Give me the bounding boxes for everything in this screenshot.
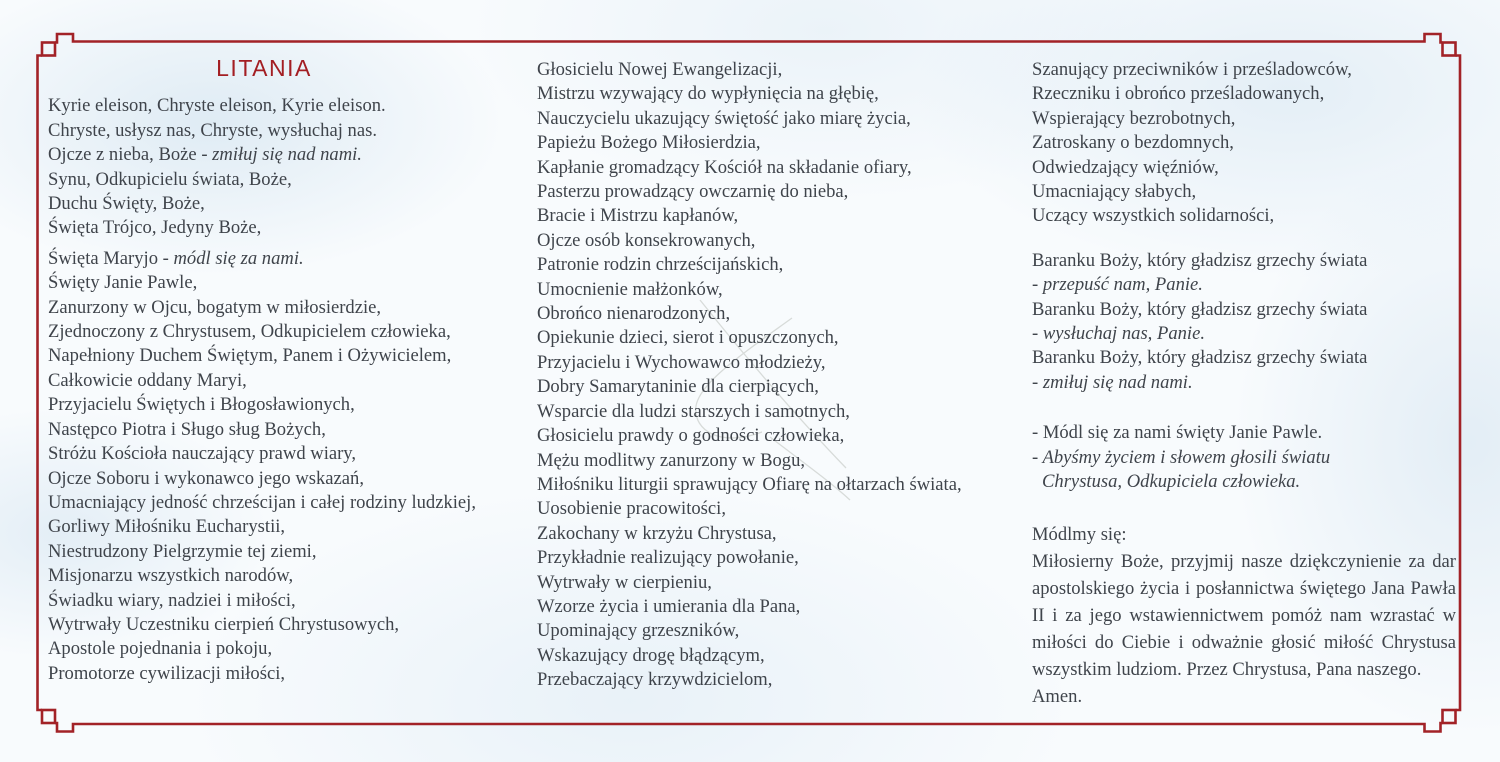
line-text: Zjednoczony z Chrystusem, Odkupicielem człowieka, xyxy=(48,321,451,343)
litany-line xyxy=(48,589,480,613)
line-text: Rzeczniku i obrońco prześladowanych, xyxy=(1032,83,1325,105)
litany-line xyxy=(1032,204,1456,228)
line-text: Wytrwały Uczestniku cierpień Chrystusowych, xyxy=(48,613,400,635)
line-text: Przykładnie realizujący powołanie, xyxy=(537,547,799,569)
closing-prayer xyxy=(1032,521,1456,710)
line-text: Baranku Boży, który gładzisz grzechy świata xyxy=(1032,298,1368,320)
line-text: Promotorze cywilizacji miłości, xyxy=(48,662,286,684)
line-text: Kapłanie gromadzący Kościół na składanie ofiary, xyxy=(537,156,912,178)
litany-line xyxy=(48,369,480,393)
litany-line xyxy=(48,94,480,118)
litany-line xyxy=(537,58,989,82)
litany-line xyxy=(1032,131,1456,155)
line-text-italic: módl się za nami. xyxy=(173,247,304,269)
line-text-italic: - wysłuchaj nas, Panie. xyxy=(1032,323,1205,345)
line-text: Duchu Święty, Boże, xyxy=(48,193,205,215)
line-text: Odwiedzający więźniów, xyxy=(1032,156,1219,178)
litany-line xyxy=(48,320,480,344)
litany-line xyxy=(48,393,480,417)
litany-line xyxy=(48,613,480,637)
line-text-italic: - przepuść nam, Panie. xyxy=(1032,274,1203,296)
line-text: Uczący wszystkich solidarności, xyxy=(1032,205,1275,227)
prayer-heading: Módlmy się: xyxy=(1032,523,1127,545)
litany-line xyxy=(537,180,989,204)
prayer-body: Miłosierny Boże, przyjmij nasze dziękczynienie za dar apostolskiego życia i posłannictwa świętego Jana Pawła II i za jego wstawiennictwem pomóż nam wzrastać w miłości do Ciebie i odważnie głosić miłość Chrystusa wszystkim ludziom. Przez Chrystusa, Pana naszego. xyxy=(1032,550,1456,680)
line-text: Opiekunie dzieci, sierot i opuszczonych, xyxy=(537,327,839,349)
litany-column-1 xyxy=(48,56,480,686)
line-text: Ojcze z nieba, Boże - xyxy=(48,144,213,166)
line-text: Wzorze życia i umierania dla Pana, xyxy=(537,595,801,617)
litany-line xyxy=(48,564,480,588)
litany-line xyxy=(48,442,480,466)
line-text-italic: - Abyśmy życiem i słowem głosili światu xyxy=(1032,446,1331,468)
litany-line xyxy=(537,351,989,375)
litany-column-2 xyxy=(537,58,989,693)
litany-line xyxy=(1032,346,1456,370)
line-text: Święta Trójco, Jedyny Boże, xyxy=(48,217,262,239)
litany-line xyxy=(48,216,480,240)
line-text: Głosicielu Nowej Ewangelizacji, xyxy=(537,59,783,80)
line-text: Mistrzu wzywający do wypłynięcia na głębię, xyxy=(537,83,879,105)
line-text: Stróżu Kościoła nauczający prawd wiary, xyxy=(48,443,357,465)
line-text: Głosicielu prawdy o godności człowieka, xyxy=(537,425,845,447)
line-text: Przyjacielu Świętych i Błogosławionych, xyxy=(48,394,355,416)
litany-line xyxy=(537,473,989,497)
litany-column-3 xyxy=(1032,58,1456,710)
litany-line xyxy=(1032,180,1456,204)
litany-line xyxy=(48,515,480,539)
litany-line xyxy=(537,424,989,448)
line-text: Wspierający bezrobotnych, xyxy=(1032,107,1236,129)
litany-line xyxy=(48,540,480,564)
litany-line xyxy=(537,522,989,546)
litany-line xyxy=(1032,58,1456,82)
litany-line xyxy=(1032,82,1456,106)
litany-line xyxy=(537,253,989,277)
litany-line xyxy=(537,644,989,668)
prayer-amen: Amen. xyxy=(1032,685,1083,707)
line-text: Zanurzony w Ojcu, bogatym w miłosierdzie, xyxy=(48,296,382,318)
line-text: Chryste, usłysz nas, Chryste, wysłuchaj nas. xyxy=(48,119,377,141)
litany-line xyxy=(1032,371,1456,395)
litany-line xyxy=(48,271,480,295)
line-text: Uosobienie pracowitości, xyxy=(537,498,726,520)
litany-line xyxy=(537,375,989,399)
page-title: LITANIA xyxy=(216,55,312,81)
litany-line xyxy=(1032,298,1456,322)
litany-line xyxy=(48,247,480,271)
line-text: Miłośniku liturgii sprawujący Ofiarę na ołtarzach świata, xyxy=(537,473,962,495)
line-text-italic: - zmiłuj się nad nami. xyxy=(1032,371,1193,393)
line-text: Ojcze osób konsekrowanych, xyxy=(537,229,756,251)
line-text: Następco Piotra i Sługo sług Bożych, xyxy=(48,418,326,440)
litany-line xyxy=(537,571,989,595)
litany-line xyxy=(1032,322,1456,346)
litany-line xyxy=(537,229,989,253)
litany-line xyxy=(537,400,989,424)
litany-line xyxy=(48,192,480,216)
line-text: Apostole pojednania i pokoju, xyxy=(48,638,273,660)
line-text: Dobry Samarytaninie dla cierpiących, xyxy=(537,376,819,398)
litany-line xyxy=(1032,107,1456,131)
line-text: Bracie i Mistrzu kapłanów, xyxy=(537,205,739,227)
line-text: Pasterzu prowadzący owczarnię do nieba, xyxy=(537,181,849,203)
litany-line xyxy=(537,278,989,302)
line-text: Misjonarzu wszystkich narodów, xyxy=(48,565,294,587)
litany-line xyxy=(1032,156,1456,180)
line-text: Umocnienie małżonków, xyxy=(537,278,723,300)
litany-line xyxy=(537,595,989,619)
line-text: Kyrie eleison, Chryste eleison, Kyrie eleison. xyxy=(48,95,386,117)
litany-line xyxy=(1032,249,1456,273)
line-text: Niestrudzony Pielgrzymie tej ziemi, xyxy=(48,540,317,562)
litany-line xyxy=(48,143,480,167)
line-text: Synu, Odkupicielu świata, Boże, xyxy=(48,168,292,190)
line-text: Umacniający jedność chrześcijan i całej rodziny ludzkiej, xyxy=(48,491,476,513)
litany-line xyxy=(537,449,989,473)
litany-line xyxy=(1032,421,1456,445)
line-text: Patronie rodzin chrześcijańskich, xyxy=(537,254,784,276)
line-text: Ojcze Soboru i wykonawco jego wskazań, xyxy=(48,467,365,489)
litany-line xyxy=(537,204,989,228)
litany-line xyxy=(537,107,989,131)
line-text: Papieżu Bożego Miłosierdzia, xyxy=(537,132,761,154)
line-text: Szanujący przeciwników i prześladowców, xyxy=(1032,59,1352,80)
line-text: Gorliwy Miłośniku Eucharystii, xyxy=(48,516,286,538)
line-text: Świadku wiary, nadziei i miłości, xyxy=(48,589,296,611)
litany-line xyxy=(537,668,989,692)
litany-line xyxy=(1032,273,1456,297)
line-text: Upominający grzeszników, xyxy=(537,620,740,642)
line-text: Baranku Boży, który gładzisz grzechy świata xyxy=(1032,347,1368,369)
litany-line xyxy=(48,467,480,491)
line-text: Przyjacielu i Wychowawco młodzieży, xyxy=(537,351,826,373)
line-text: Zakochany w krzyżu Chrystusa, xyxy=(537,522,777,544)
litany-line xyxy=(537,497,989,521)
litany-line xyxy=(48,491,480,515)
litany-line xyxy=(537,619,989,643)
line-text-italic: Chrystusa, Odkupiciela człowieka. xyxy=(1042,471,1301,493)
line-text: Wsparcie dla ludzi starszych i samotnych, xyxy=(537,400,850,422)
line-text: Obrońco nienarodzonych, xyxy=(537,303,731,325)
litany-line xyxy=(48,662,480,686)
line-text: Wytrwały w cierpieniu, xyxy=(537,571,712,593)
line-text-italic: zmiłuj się nad nami. xyxy=(212,144,362,166)
line-text: Święta Maryjo - xyxy=(48,247,174,269)
litany-line xyxy=(537,546,989,570)
line-text: - Módl się za nami święty Janie Pawle. xyxy=(1032,422,1323,444)
litany-line xyxy=(48,119,480,143)
line-text: Wskazujący drogę błądzącym, xyxy=(537,644,765,666)
litany-line xyxy=(48,344,480,368)
litany-line xyxy=(1032,470,1456,494)
line-text: Nauczycielu ukazujący świętość jako miarę życia, xyxy=(537,107,911,129)
litany-line xyxy=(48,296,480,320)
litany-line xyxy=(537,82,989,106)
litany-line xyxy=(537,131,989,155)
line-text: Umacniający słabych, xyxy=(1032,181,1197,203)
line-text: Mężu modlitwy zanurzony w Bogu, xyxy=(537,449,806,471)
litany-line xyxy=(537,326,989,350)
litany-line xyxy=(537,156,989,180)
litany-line xyxy=(48,168,480,192)
line-text: Zatroskany o bezdomnych, xyxy=(1032,132,1234,154)
line-text: Przebaczający krzywdzicielom, xyxy=(537,669,773,691)
line-text: Całkowicie oddany Maryi, xyxy=(48,369,247,391)
litany-line xyxy=(537,302,989,326)
line-text: Baranku Boży, który gładzisz grzechy świata xyxy=(1032,249,1368,271)
litany-line xyxy=(48,637,480,661)
litany-line xyxy=(48,418,480,442)
litany-line xyxy=(1032,446,1456,470)
line-text: Napełniony Duchem Świętym, Panem i Ożywicielem, xyxy=(48,345,452,367)
line-text: Święty Janie Pawle, xyxy=(48,272,198,294)
